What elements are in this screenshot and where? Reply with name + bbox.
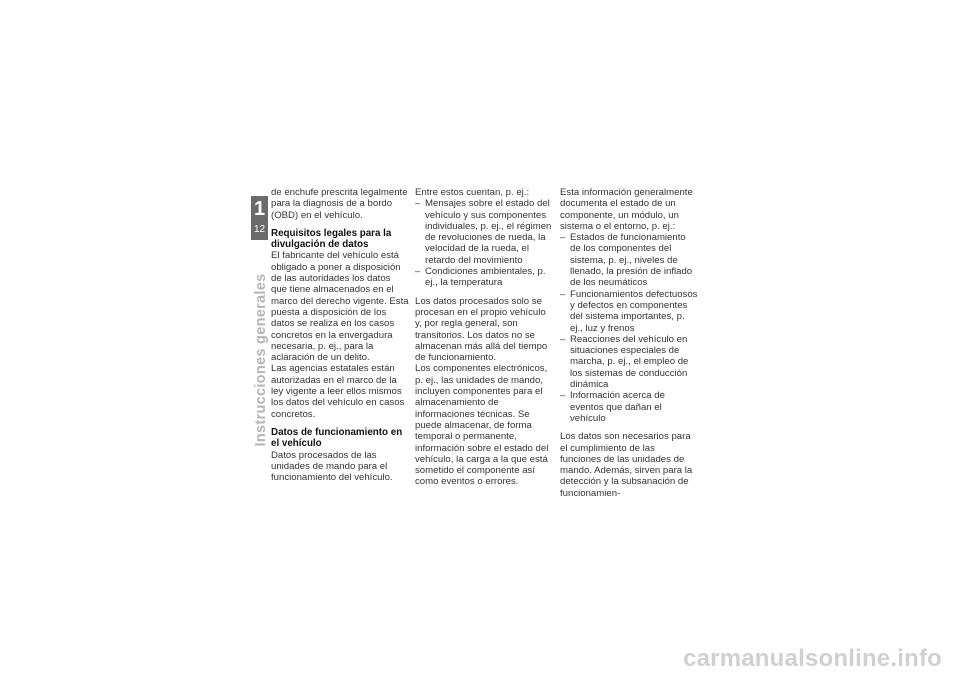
list-item: – Estados de funcionamiento de los componentes del sistema, p. ej., niveles de llenado, la presión de inflado de los neumáticos — [560, 232, 698, 288]
text-column-2 — [415, 187, 553, 488]
column3-bullet-list — [560, 232, 698, 424]
watermark: carmanualsonline.info — [683, 645, 942, 672]
section-title-vertical — [251, 273, 271, 447]
text-column-3 — [560, 187, 698, 499]
column1-paragraph-1: El fabricante del vehículo está obligado a poner a disposición de las autoridades los datos que tiene almacenados en el marco del derecho vigente. Esta puesta a disposición de los datos se realiza en los casos concretos en la envergadura necesaria, p. ej., para la aclaración de un delito. — [271, 250, 409, 364]
list-item: – Condiciones ambientales, p. ej., la temperatura — [415, 266, 553, 289]
heading-operating-data: Datos de funcionamiento en el vehículo — [271, 426, 403, 450]
column2-paragraph-1: Los datos procesados solo se procesan en el propio vehículo y, por regla general, son transitorios. Los datos no se almacenan más allá del tiempo de funcionamiento. — [415, 295, 548, 364]
list-item: – Funcionamientos defectuosos y defectos en componentes del sistema importantes, p. ej., luz y frenos — [560, 289, 698, 334]
list-item: – Mensajes sobre el estado del vehículo y sus componentes individuales, p. ej., el régimen de revoluciones de rueda, la velocidad de la rueda, el retardo del movimiento — [415, 198, 553, 266]
column2-paragraph-2: Los componentes electrónicos, p. ej., las unidades de mando, incluyen componentes para el almacenamiento de informaciones técnicas. Se puede almacenar, de forma temporal o permanente, información sobre el estado del vehículo, la carga a la que está sometido el componente así como eventos o errores. — [415, 363, 549, 488]
page-number: 12 — [253, 224, 266, 235]
column3-intro: Esta información generalmente documenta el estado de un componente, un módulo, un sistema o el entorno, p. ej.: — [560, 187, 693, 232]
chapter-number: 1 — [253, 198, 266, 220]
section-title-text: Instrucciones generales — [253, 273, 269, 447]
column1-paragraph-3: Datos procesados de las unidades de mando para el funcionamiento del vehículo. — [271, 449, 393, 484]
heading-legal-requirements: Requisitos legales para la divulgación de datos — [271, 227, 392, 251]
column3-paragraph-1: Los datos son necesarios para el cumplimiento de las funciones de las unidades de mando. Además, sirven para la detección y la subsanación de funcionamien- — [560, 431, 693, 499]
column1-paragraph-2: Las agencias estatales están autorizadas en el marco de la ley vigente a leer ellos mismos los datos del vehículo en casos concretos. — [271, 363, 405, 420]
column1-intro: de enchufe prescrita legalmente para la diagnosis de a bordo (OBD) en el vehículo. — [271, 187, 408, 221]
list-item: – Reacciones del vehículo en situaciones especiales de marcha, p. ej., el empleo de los sistemas de conducción dinámica — [560, 334, 698, 390]
text-column-1 — [271, 187, 409, 483]
column2-intro: Entre estos cuentan, p. ej.: — [415, 187, 530, 198]
column2-bullet-list — [415, 198, 553, 288]
list-item: – Información acerca de eventos que dañan el vehículo — [560, 390, 698, 424]
